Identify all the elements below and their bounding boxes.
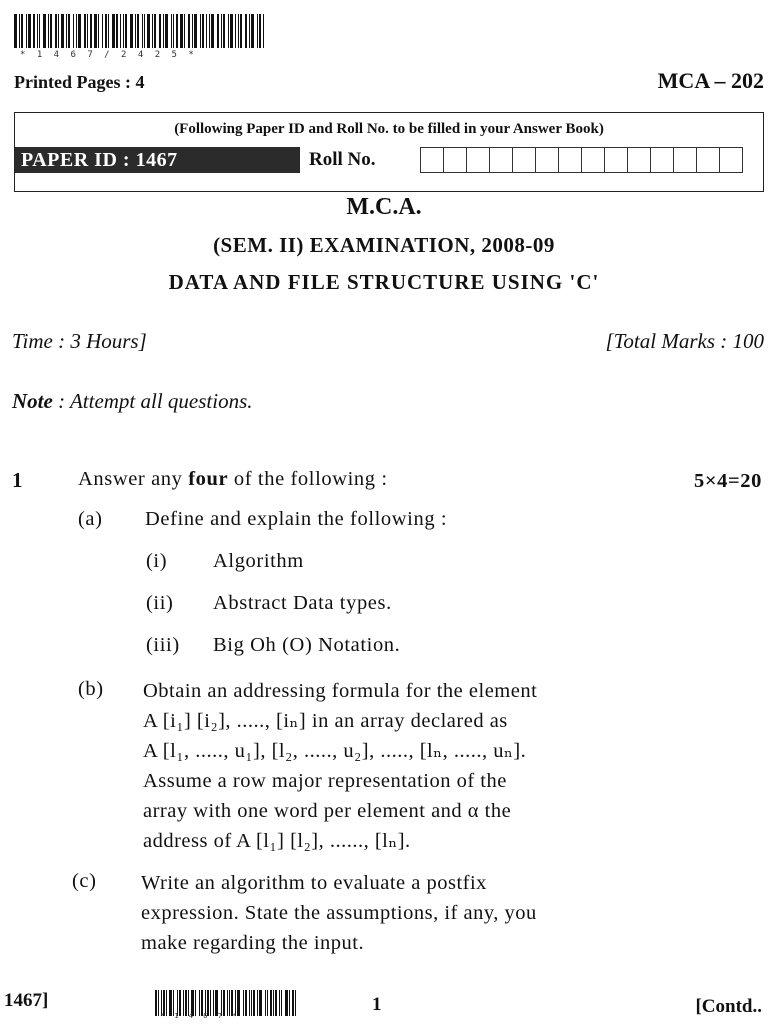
part-a-item-label: (ii) bbox=[146, 592, 174, 614]
barcode-bar bbox=[19, 14, 20, 48]
barcode-bar bbox=[158, 990, 159, 1016]
barcode-bar bbox=[295, 990, 296, 1016]
barcode-bar bbox=[173, 14, 174, 48]
barcode-bar bbox=[135, 14, 136, 48]
barcode-bar bbox=[192, 14, 193, 48]
part-b-line: array with one word per element and α the bbox=[143, 800, 512, 822]
barcode-bar bbox=[176, 14, 178, 48]
barcode-bar bbox=[184, 14, 185, 48]
part-a-item-text: Abstract Data types. bbox=[213, 592, 392, 614]
exam-time: Time : 3 Hours] bbox=[12, 329, 147, 353]
total-marks: [Total Marks : 100 bbox=[605, 329, 764, 353]
question-marks: 5×4=20 bbox=[694, 470, 762, 492]
barcode-bar bbox=[292, 990, 294, 1016]
barcode-bar bbox=[249, 14, 250, 48]
part-b-line: Assume a row major representation of the bbox=[143, 770, 507, 792]
degree-title: M.C.A. bbox=[346, 194, 422, 220]
exam-title: (SEM. II) EXAMINATION, 2008-09 bbox=[213, 233, 555, 257]
barcode-bar bbox=[120, 14, 121, 48]
barcode-bar bbox=[154, 14, 156, 48]
paper-id: PAPER ID : 1467 bbox=[15, 147, 300, 173]
barcode-bar bbox=[240, 14, 242, 48]
note bbox=[12, 389, 253, 414]
barcode-bar bbox=[281, 990, 282, 1016]
roll-number-box bbox=[558, 147, 582, 173]
barcode-bar bbox=[105, 14, 107, 48]
barcode-bar bbox=[251, 990, 252, 1016]
part-a-item-label: (i) bbox=[146, 550, 168, 572]
barcode-bar bbox=[33, 14, 35, 48]
barcode-bar bbox=[285, 990, 288, 1016]
barcode-bar bbox=[78, 14, 81, 48]
question-number: 1 bbox=[12, 468, 23, 492]
part-a-label: (a) bbox=[78, 508, 103, 530]
barcode-bar bbox=[61, 14, 64, 48]
barcode-bar bbox=[55, 14, 57, 48]
barcode-bar bbox=[245, 14, 247, 48]
barcode-bar bbox=[142, 14, 143, 48]
barcode-bar bbox=[230, 14, 233, 48]
barcode-bar bbox=[21, 14, 23, 48]
barcode-bar bbox=[152, 14, 153, 48]
barcode-bar bbox=[84, 14, 86, 48]
barcode-bar bbox=[289, 990, 290, 1016]
barcode-bar bbox=[163, 14, 164, 48]
barcode-bar bbox=[273, 990, 274, 1016]
top-barcode-digits: * 1 4 6 7 / 2 4 2 5 * bbox=[20, 50, 197, 60]
id-box-instruction: (Following Paper ID and Roll No. to be filled in your Answer Book) bbox=[174, 121, 604, 137]
barcode-bar bbox=[108, 14, 109, 48]
barcode-bar bbox=[159, 14, 161, 48]
barcode-bar bbox=[235, 14, 236, 48]
footer-paper-id: 1467] bbox=[4, 990, 49, 1011]
barcode-bar bbox=[221, 14, 222, 48]
barcode-bar bbox=[130, 14, 133, 48]
subject-title: DATA AND FILE STRUCTURE USING 'C' bbox=[168, 270, 600, 294]
barcode-bar bbox=[253, 990, 255, 1016]
barcode-bar bbox=[125, 14, 127, 48]
roll-number-box bbox=[696, 147, 720, 173]
barcode-bar bbox=[249, 990, 250, 1016]
printed-pages: Printed Pages : 4 bbox=[14, 72, 145, 92]
barcode-bar bbox=[243, 990, 244, 1016]
barcode-bar bbox=[202, 14, 204, 48]
barcode-bar bbox=[58, 14, 59, 48]
barcode-bar bbox=[238, 14, 239, 48]
roll-number-boxes bbox=[420, 147, 742, 173]
barcode-bar bbox=[259, 14, 261, 48]
roll-number-label: Roll No. bbox=[309, 149, 376, 170]
part-a-text: Define and explain the following : bbox=[145, 508, 448, 530]
part-c-line: make regarding the input. bbox=[141, 932, 365, 954]
roll-number-box bbox=[443, 147, 467, 173]
barcode-bar bbox=[137, 14, 139, 48]
barcode-bar bbox=[180, 14, 183, 48]
question-intro-bold: four bbox=[188, 468, 229, 490]
question-intro-before: Answer any bbox=[78, 468, 189, 490]
top-barcode bbox=[14, 14, 266, 48]
barcode-bar bbox=[144, 14, 145, 48]
barcode-bar bbox=[209, 14, 210, 48]
barcode-bar bbox=[26, 14, 27, 48]
barcode-bar bbox=[267, 990, 268, 1016]
note-text: : Attempt all questions. bbox=[58, 389, 253, 413]
barcode-bar bbox=[102, 14, 103, 48]
barcode-bar bbox=[73, 14, 74, 48]
barcode-bar bbox=[223, 14, 225, 48]
barcode-bar bbox=[200, 14, 201, 48]
roll-number-box bbox=[673, 147, 697, 173]
barcode-bar bbox=[112, 14, 115, 48]
barcode-bar bbox=[48, 14, 49, 48]
roll-number-box bbox=[604, 147, 628, 173]
part-b-line: Obtain an addressing formula for the element bbox=[143, 680, 538, 702]
roll-number-box bbox=[719, 147, 743, 173]
roll-number-box bbox=[650, 147, 674, 173]
barcode-bar bbox=[188, 14, 190, 48]
barcode-bar bbox=[211, 14, 214, 48]
barcode-bar bbox=[37, 14, 38, 48]
barcode-bar bbox=[194, 14, 197, 48]
part-b-label: (b) bbox=[78, 678, 104, 700]
part-a-item-label: (iii) bbox=[146, 634, 180, 656]
barcode-bar bbox=[14, 14, 17, 48]
barcode-bar bbox=[50, 14, 52, 48]
barcode-bar bbox=[245, 990, 247, 1016]
question-intro-after: of the following : bbox=[228, 468, 388, 490]
barcode-bar bbox=[257, 990, 258, 1016]
part-b-text bbox=[143, 676, 691, 856]
roll-number-box bbox=[466, 147, 490, 173]
part-c-line: expression. State the assumptions, if any, you bbox=[141, 902, 537, 924]
part-a-item-text: Big Oh (O) Notation. bbox=[213, 634, 401, 656]
roll-number-box bbox=[489, 147, 513, 173]
question-intro bbox=[78, 468, 388, 491]
barcode-bar bbox=[43, 14, 46, 48]
roll-number-box bbox=[512, 147, 536, 173]
paper-id-box bbox=[14, 112, 764, 192]
barcode-bar bbox=[251, 14, 254, 48]
barcode-bar bbox=[155, 990, 157, 1016]
roll-number-box bbox=[535, 147, 559, 173]
barcode-bar bbox=[147, 14, 150, 48]
continued-marker: [Contd.. bbox=[695, 996, 762, 1017]
barcode-bar bbox=[66, 14, 67, 48]
barcode-bar bbox=[228, 14, 229, 48]
note-label: Note bbox=[12, 389, 53, 413]
roll-number-box bbox=[581, 147, 605, 173]
barcode-bar bbox=[68, 14, 70, 48]
barcode-bar bbox=[279, 990, 280, 1016]
barcode-bar bbox=[257, 14, 258, 48]
barcode-bar bbox=[259, 990, 262, 1016]
barcode-bar bbox=[206, 14, 207, 48]
part-b-line: address of A [l₁] [l₂], ......, [lₙ]. bbox=[143, 830, 411, 852]
part-b-line: A [i₁] [i₂], ....., [iₙ] in an array declared as bbox=[143, 710, 508, 732]
barcode-bar bbox=[275, 990, 277, 1016]
barcode-bar bbox=[98, 14, 99, 48]
barcode-bar bbox=[39, 14, 40, 48]
barcode-bar bbox=[87, 14, 88, 48]
page-number: 1 bbox=[372, 994, 382, 1015]
barcode-bar bbox=[123, 14, 124, 48]
part-a-item-text: Algorithm bbox=[213, 550, 304, 572]
barcode-bar bbox=[263, 14, 264, 48]
barcode-bar bbox=[116, 14, 118, 48]
barcode-bar bbox=[28, 14, 31, 48]
course-code: MCA – 202 bbox=[657, 68, 764, 93]
barcode-bar bbox=[171, 14, 172, 48]
part-c-line: Write an algorithm to evaluate a postfix bbox=[141, 872, 487, 894]
part-b-line: A [l₁, ....., u₁], [l₂, ....., u₂], ....., [lₙ, ....., uₙ]. bbox=[143, 740, 527, 762]
barcode-bar bbox=[90, 14, 92, 48]
barcode-bar bbox=[94, 14, 97, 48]
barcode-bar bbox=[76, 14, 77, 48]
barcode-bar bbox=[217, 14, 219, 48]
barcode-bar bbox=[265, 990, 266, 1016]
footer-barcode-digits: * 1 4 6 7 * bbox=[160, 1012, 240, 1020]
barcode-bar bbox=[165, 14, 168, 48]
roll-number-box bbox=[420, 147, 444, 173]
roll-number-box bbox=[627, 147, 651, 173]
barcode-bar bbox=[270, 990, 272, 1016]
part-c-label: (c) bbox=[72, 870, 97, 892]
part-c-text bbox=[141, 868, 691, 958]
